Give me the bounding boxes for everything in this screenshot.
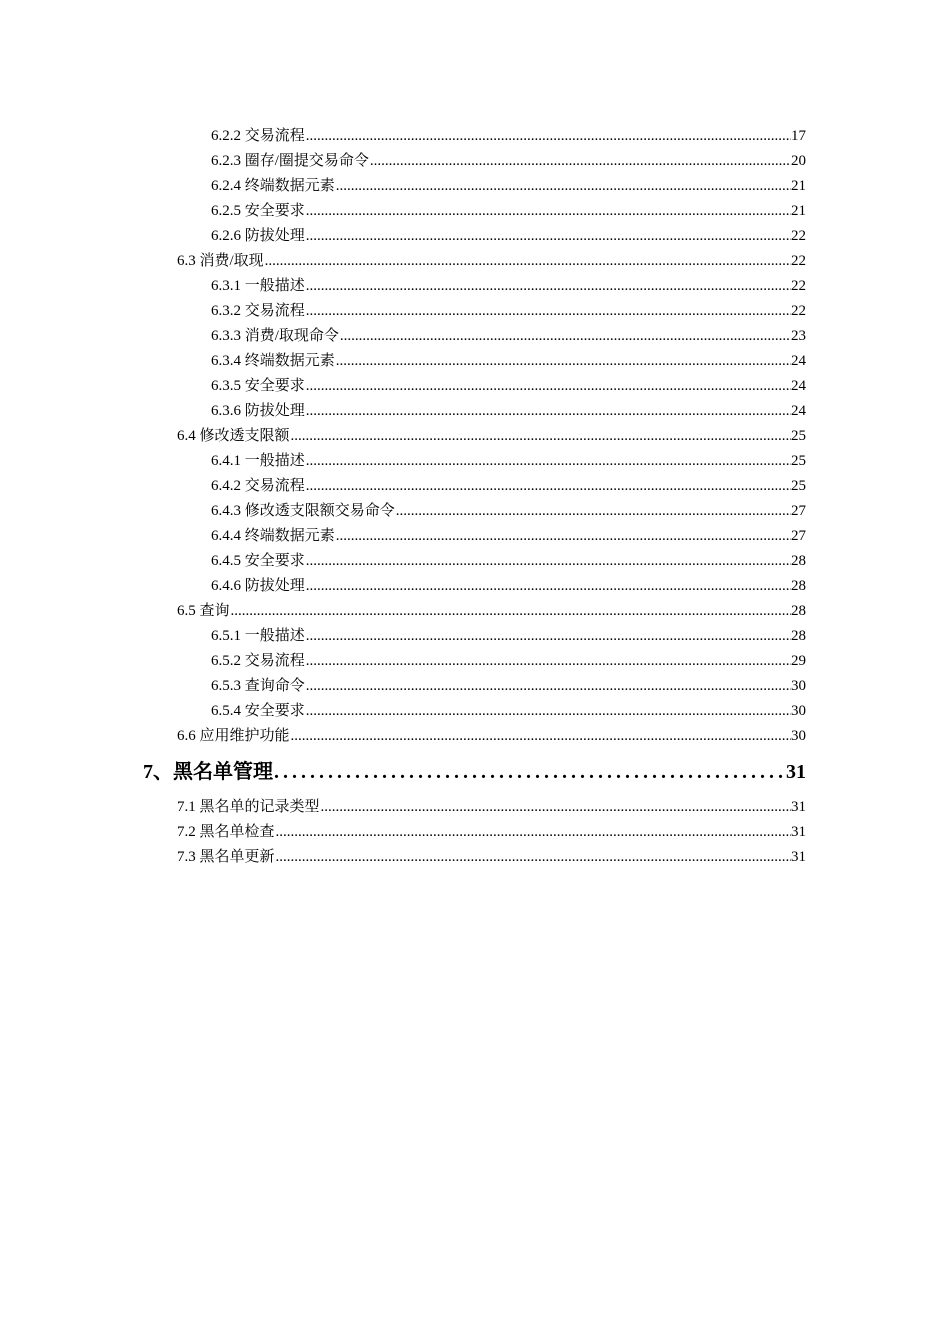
dot-leader (305, 124, 791, 149)
toc-entry[interactable] (177, 599, 806, 624)
dot-leader (290, 724, 791, 749)
toc-entry[interactable] (211, 274, 806, 299)
toc-entry-page: 21 (791, 203, 806, 219)
dot-leader (305, 449, 791, 474)
dot-leader (305, 199, 791, 224)
toc-entry[interactable] (211, 649, 806, 674)
toc-chapter-page: 31 (786, 761, 806, 783)
toc-entry[interactable] (211, 324, 806, 349)
toc-entry-title: 7.1 黑名单的记录类型 (177, 799, 320, 815)
toc-entry-title: 6.2.2 交易流程 (211, 128, 305, 144)
toc-entry-title: 7.3 黑名单更新 (177, 849, 275, 865)
dot-leader (305, 474, 791, 499)
toc-entry-page: 23 (791, 328, 806, 344)
toc-entry-title: 6.3.2 交易流程 (211, 303, 305, 319)
toc-entry-title: 6.4.4 终端数据元素 (211, 528, 335, 544)
toc-entry[interactable] (211, 474, 806, 499)
dot-leader (305, 699, 791, 724)
toc-entry-title: 6.4.1 一般描述 (211, 453, 305, 469)
toc-entry-title: 6.3.1 一般描述 (211, 278, 305, 294)
dot-leader (339, 324, 791, 349)
toc-entry-page: 25 (791, 478, 806, 494)
toc-entry-page: 24 (791, 403, 806, 419)
toc-entry[interactable] (211, 374, 806, 399)
toc-entry[interactable] (211, 124, 806, 149)
toc-entry[interactable] (177, 820, 806, 845)
toc-entry[interactable] (211, 574, 806, 599)
toc-entry[interactable] (211, 224, 806, 249)
toc-entry-title: 6.5.3 查询命令 (211, 678, 305, 694)
toc-entry-page: 30 (791, 703, 806, 719)
toc-entry-page: 28 (791, 578, 806, 594)
toc-entry-title: 6.6 应用维护功能 (177, 728, 290, 744)
dot-leader (275, 820, 791, 845)
toc-entry-page: 31 (791, 824, 806, 840)
toc-entry-page: 17 (791, 128, 806, 144)
toc-entry[interactable] (211, 524, 806, 549)
toc-entry-title: 6.3.6 防拔处理 (211, 403, 305, 419)
toc-entry-page: 22 (791, 253, 806, 269)
toc-entry[interactable] (211, 199, 806, 224)
dot-leader (230, 599, 791, 624)
toc-entry[interactable] (211, 349, 806, 374)
dot-leader (305, 624, 791, 649)
toc-entry-title: 6.4.3 修改透支限额交易命令 (211, 503, 395, 519)
dot-leader (335, 349, 791, 374)
toc-entry-title: 6.5.2 交易流程 (211, 653, 305, 669)
dot-leader (264, 249, 791, 274)
toc-entry-title: 6.2.6 防拔处理 (211, 228, 305, 244)
toc-entry-page: 25 (791, 453, 806, 469)
toc-entry-page: 28 (791, 553, 806, 569)
dot-leader (395, 499, 791, 524)
toc-entry[interactable] (211, 149, 806, 174)
toc-entry[interactable] (211, 699, 806, 724)
toc-entry[interactable] (177, 424, 806, 449)
toc-entry-title: 6.5.1 一般描述 (211, 628, 305, 644)
toc-chapter-entry[interactable] (143, 757, 806, 787)
dot-leader (305, 224, 791, 249)
toc-entry-title: 6.4 修改透支限额 (177, 428, 290, 444)
toc-entry-title: 6.3 消费/取现 (177, 253, 264, 269)
toc-entry-page: 22 (791, 303, 806, 319)
toc-entry-page: 21 (791, 178, 806, 194)
toc-entry-page: 29 (791, 653, 806, 669)
dot-leader (305, 549, 791, 574)
toc-entry-page: 27 (791, 503, 806, 519)
dot-leader (305, 299, 791, 324)
toc-entry-page: 20 (791, 153, 806, 169)
dot-leader (320, 795, 791, 820)
dot-leader (275, 845, 791, 870)
toc-entry-page: 27 (791, 528, 806, 544)
dot-leader (290, 424, 791, 449)
toc-entry-page: 22 (791, 278, 806, 294)
toc-entry-page: 25 (791, 428, 806, 444)
toc-entry-title: 6.3.5 安全要求 (211, 378, 305, 394)
dot-leader (305, 649, 791, 674)
toc-entry-title: 7.2 黑名单检查 (177, 824, 275, 840)
toc-entry-page: 28 (791, 628, 806, 644)
toc-entry[interactable] (211, 674, 806, 699)
toc-entry[interactable] (211, 174, 806, 199)
toc-entry-page: 24 (791, 378, 806, 394)
toc-entry-title: 6.4.6 防拔处理 (211, 578, 305, 594)
toc-entry[interactable] (177, 249, 806, 274)
toc-entry[interactable] (211, 624, 806, 649)
toc-entry-title: 6.4.5 安全要求 (211, 553, 305, 569)
toc-entry-title: 6.2.3 圈存/圈提交易命令 (211, 153, 369, 169)
toc-entry[interactable] (211, 499, 806, 524)
dot-leader (335, 524, 791, 549)
dot-leader (273, 757, 786, 787)
toc-entry-title: 6.3.4 终端数据元素 (211, 353, 335, 369)
dot-leader (369, 149, 791, 174)
toc-entry[interactable] (211, 299, 806, 324)
dot-leader (335, 174, 791, 199)
toc-entry-page: 31 (791, 849, 806, 865)
toc-entry-page: 30 (791, 728, 806, 744)
toc-entry[interactable] (177, 845, 806, 870)
toc-entry-page: 24 (791, 353, 806, 369)
dot-leader (305, 574, 791, 599)
toc-entry[interactable] (211, 399, 806, 424)
dot-leader (305, 274, 791, 299)
toc-entry-page: 30 (791, 678, 806, 694)
table-of-contents (0, 124, 950, 870)
toc-entry[interactable] (211, 449, 806, 474)
toc-entry[interactable] (177, 795, 806, 820)
toc-entry-title: 6.3.3 消费/取现命令 (211, 328, 339, 344)
dot-leader (305, 374, 791, 399)
toc-entry-title: 6.5.4 安全要求 (211, 703, 305, 719)
toc-entry-title: 6.2.5 安全要求 (211, 203, 305, 219)
toc-entry-page: 22 (791, 228, 806, 244)
toc-entry-title: 6.2.4 终端数据元素 (211, 178, 335, 194)
toc-entry-title: 6.5 查询 (177, 603, 230, 619)
toc-entry-page: 28 (791, 603, 806, 619)
toc-entry[interactable] (211, 549, 806, 574)
dot-leader (305, 674, 791, 699)
toc-entry-page: 31 (791, 799, 806, 815)
toc-entry[interactable] (177, 724, 806, 749)
dot-leader (305, 399, 791, 424)
toc-chapter-title: 7、黑名单管理 (143, 761, 273, 783)
toc-entry-title: 6.4.2 交易流程 (211, 478, 305, 494)
